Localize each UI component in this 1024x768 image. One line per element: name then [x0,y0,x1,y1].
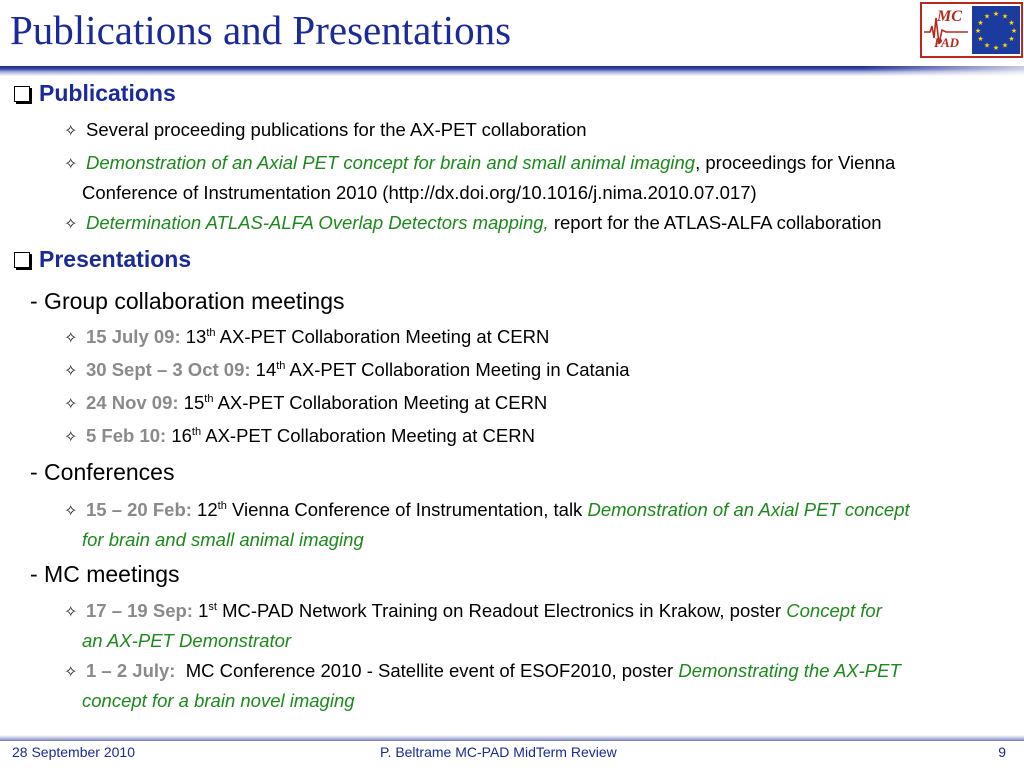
svg-text:★: ★ [1008,35,1015,43]
meeting-item [64,356,999,386]
mc-meeting-text: MC Conference 2010 - Satellite event of ESOF2010, poster [175,660,679,681]
mc-meeting-item [64,657,999,715]
svg-text:★: ★ [977,35,984,43]
meeting-text: AX-PET Collaboration Meeting at CERN [215,326,550,347]
mc-meeting-date: 1 – 2 July: [86,660,176,681]
mc-meeting-text: MC-PAD Network Training on Readout Electronics in Krakow, poster [216,600,787,621]
presentations-heading [14,246,191,273]
star-bullet-icon: ✧ [64,216,78,233]
poster-title-continuation: an AX-PET Demonstrator [82,630,292,651]
conference-number: 12 [191,499,218,520]
ordinal-suffix: th [217,500,227,512]
group-meetings-label: - Group collaboration meetings [30,288,345,314]
star-bullet-icon: ✧ [64,330,78,347]
meeting-date: 24 Nov 09: [86,392,179,413]
publications-heading [14,80,176,107]
meeting-date: 15 July 09: [86,326,181,347]
meeting-number: 15 [178,392,205,413]
title-underline [0,66,1024,76]
ordinal-suffix: th [204,393,214,405]
svg-text:★: ★ [1010,27,1018,35]
checkbox-bullet-icon [14,86,30,102]
conference-text: Vienna Conference of Instrumentation, talk [226,499,588,520]
meeting-item [64,323,999,353]
publication-continuation: Conference of Instrumentation 2010 (http://dx.doi.org/10.1016/j.nima.2010.07.017) [82,182,757,203]
star-bullet-icon: ✧ [64,123,78,140]
meeting-date: 30 Sept – 3 Oct 09: [86,359,251,380]
conference-item [64,496,999,554]
slide-title: Publications and Presentations [10,7,512,53]
svg-text:★: ★ [974,27,982,35]
svg-text:★: ★ [983,41,991,50]
star-bullet-icon: ✧ [64,363,78,380]
checkbox-bullet-icon [14,252,30,268]
star-bullet-icon: ✧ [64,664,78,681]
star-bullet-icon: ✧ [64,396,78,413]
mc-pad-logo-mark [922,4,970,56]
ordinal-suffix: th [206,327,216,339]
meeting-item [64,389,999,419]
conference-date: 15 – 20 Feb: [86,499,192,520]
star-bullet-icon: ✧ [64,156,78,173]
svg-text:★: ★ [977,19,984,27]
meeting-number: 13 [180,326,207,347]
meeting-item [64,422,999,452]
meeting-date: 5 Feb 10: [86,425,167,446]
presentations-heading-text: Presentations [39,246,192,272]
poster-title: Concept for [786,600,882,621]
svg-text:★: ★ [1001,12,1009,21]
mc-meeting-number: 1 [192,600,209,621]
svg-text:★: ★ [983,12,991,21]
conferences-label: - Conferences [30,459,175,485]
logo-pad-text: PAD [934,35,960,50]
publication-text: Several proceeding publications for the AX-PET collaboration [86,119,587,140]
footer-presenter: P. Beltrame MC-PAD MidTerm Review [380,744,617,760]
talk-title: Demonstration of an Axial PET concept [587,499,910,520]
publication-title: Determination ATLAS-ALFA Overlap Detectors mapping, [86,212,549,233]
publication-item [64,149,999,207]
star-bullet-icon: ✧ [64,429,78,446]
meeting-text: AX-PET Collaboration Meeting at CERN [201,425,535,446]
eu-flag-icon [972,6,1020,54]
publication-item [64,116,999,146]
svg-text:★: ★ [1008,19,1015,27]
publication-venue: , proceedings for Vienna [695,152,896,173]
ordinal-suffix: th [276,360,286,372]
meeting-number: 16 [166,425,192,446]
mc-meetings-label: - MC meetings [30,561,180,587]
publications-heading-text: Publications [39,80,176,106]
star-bullet-icon: ✧ [64,604,78,621]
logo-mc-text: MC [937,8,962,25]
mc-meeting-item [64,597,999,655]
poster-title: Demonstrating the AX-PET [678,660,901,681]
footer-rule [0,735,1024,741]
svg-text:★: ★ [992,10,1000,18]
mc-meeting-date: 17 – 19 Sep: [86,600,193,621]
svg-text:★: ★ [992,44,1000,52]
ordinal-suffix: st [208,601,217,613]
publication-item [64,209,999,239]
poster-title-continuation: concept for a brain novel imaging [82,690,355,711]
publication-venue: report for the ATLAS-ALFA collaboration [548,212,882,233]
star-bullet-icon: ✧ [64,503,78,520]
meeting-text: AX-PET Collaboration Meeting in Catania [285,359,630,380]
meeting-number: 14 [250,359,277,380]
talk-title-continuation: for brain and small animal imaging [82,529,364,550]
meeting-text: AX-PET Collaboration Meeting at CERN [213,392,548,413]
footer-date: 28 September 2010 [12,744,135,760]
svg-text:★: ★ [1001,41,1009,50]
publication-title: Demonstration of an Axial PET concept for brain and small animal imaging [86,152,696,173]
page-number: 9 [998,744,1006,760]
mc-pad-logo [920,2,1023,58]
ordinal-suffix: th [191,426,202,438]
